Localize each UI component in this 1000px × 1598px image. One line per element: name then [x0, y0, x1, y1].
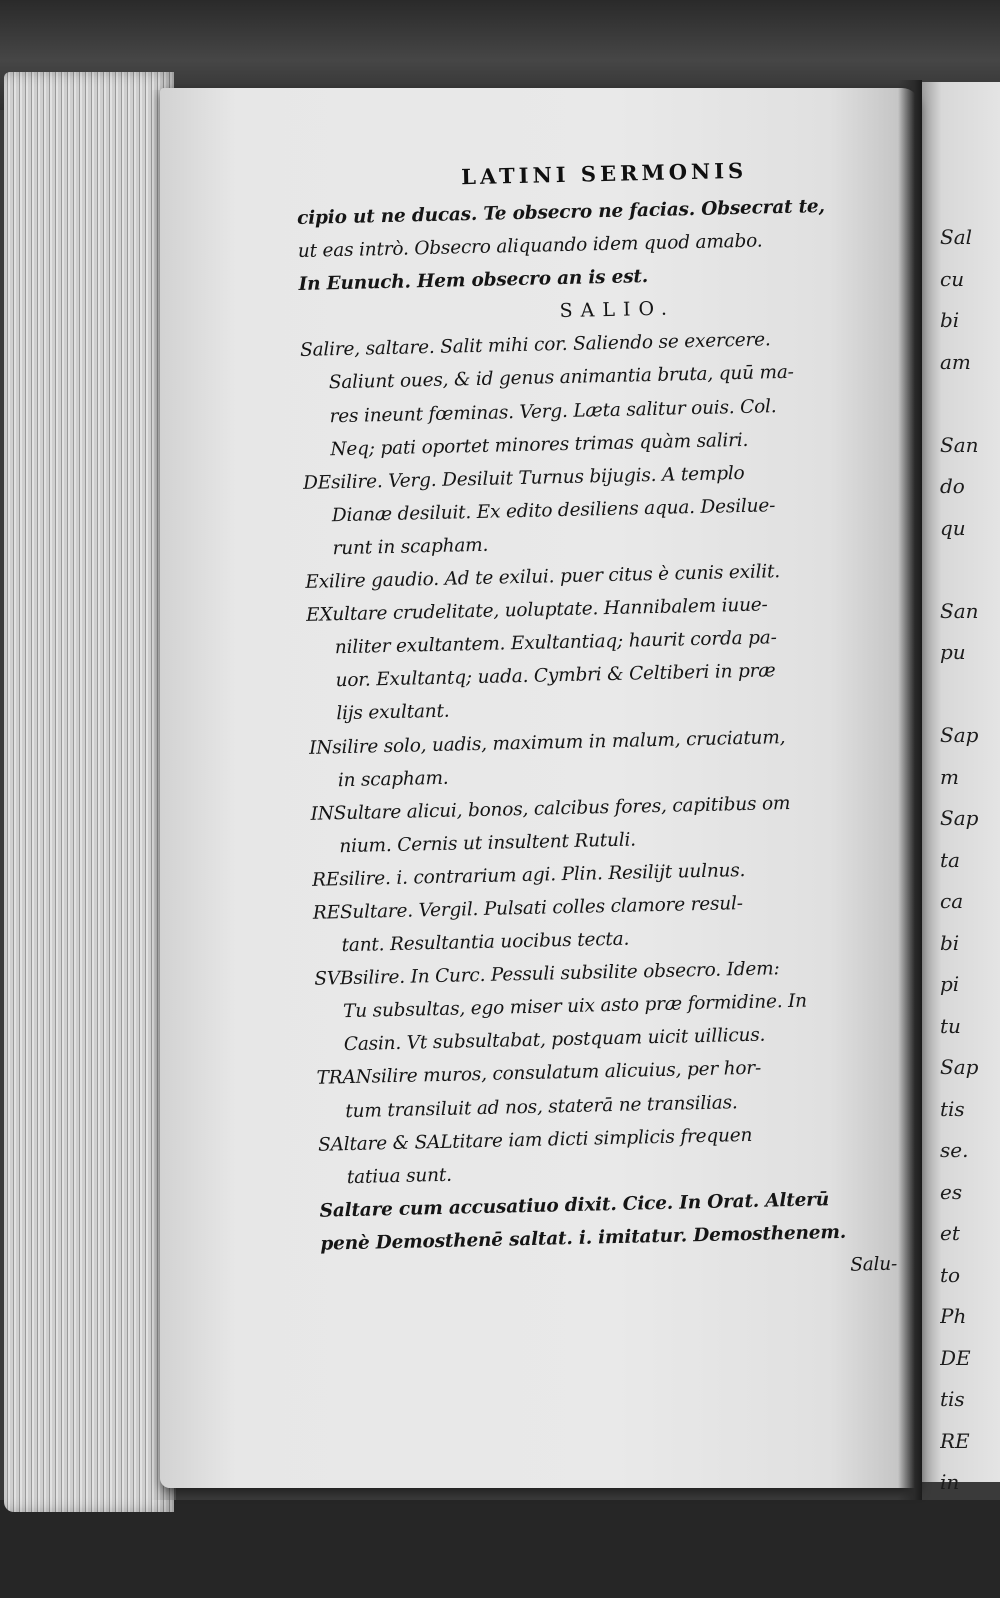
text-line: EXultare crudelitate, uoluptate. Hannibalem iuue-: [305, 594, 768, 627]
text-line: SAltare & SALtitare iam dicti simplicis frequen: [317, 1124, 753, 1156]
text-line: TRANsilire muros, consulatum alicuius, per hor-: [316, 1058, 762, 1090]
running-head: LATINI SERMONIS: [460, 157, 748, 190]
facing-text-fragment: bi: [940, 308, 960, 332]
text-line: DEsilire. Verg. Desiluit Turnus bijugis. A templo: [302, 462, 745, 494]
facing-text-fragment: in: [940, 1470, 960, 1494]
facing-text-fragment: pi: [940, 972, 960, 996]
text-line: Exilire gaudio. Ad te exilui. puer citus è cunis exilit.: [305, 561, 781, 593]
facing-text-fragment: DE: [940, 1345, 971, 1370]
book-page-edges: [4, 72, 174, 1512]
facing-text-fragment: tis: [940, 1387, 965, 1411]
facing-text-fragment: San: [940, 432, 979, 457]
facing-text-fragment: et: [940, 1221, 960, 1245]
facing-text-fragment: se.: [940, 1138, 969, 1162]
text-line: runt in scapham.: [332, 534, 489, 560]
facing-text-fragment: ta: [940, 847, 960, 872]
text-line: SVBsilire. In Curc. Pessuli subsilite obsecro. Idem:: [314, 958, 780, 990]
text-line: Saliunt oues, & id genus animantia bruta, quū ma-: [328, 362, 794, 394]
text-lines: [297, 189, 908, 1294]
background-bottom: [0, 1500, 1000, 1598]
text-line: lijs exultant.: [336, 701, 450, 725]
facing-text-fragment: tu: [940, 1013, 961, 1038]
text-line: niliter exultantem. Exultantiaq; haurit corda pa-: [334, 627, 777, 659]
text-line: cipio ut ne ducas. Te obsecro ne facias. Obsecrat te,: [296, 196, 825, 229]
facing-page-text: [940, 225, 1000, 1512]
text-line: Casin. Vt subsultabat, postquam uicit uillicus.: [343, 1024, 766, 1056]
text-line: in scapham.: [337, 767, 449, 791]
facing-text-fragment: RE: [940, 1428, 970, 1453]
facing-text-fragment: Sal: [940, 225, 973, 249]
text-line: Salire, saltare. Salit mihi cor. Saliendo se exercere.: [299, 329, 771, 362]
facing-text-fragment: [940, 391, 1000, 433]
facing-text-fragment: am: [940, 349, 971, 374]
text-line: Tu subsultas, ego miser uix asto præ formidine. In: [342, 990, 808, 1023]
facing-text-fragment: es: [940, 1179, 963, 1204]
text-line: Saltare cum accusatiuo dixit. Cice. In Orat. Alterū: [319, 1188, 830, 1222]
text-line: REsilire. i. contrarium agi. Plin. Resilijt uulnus.: [311, 859, 746, 891]
text-line: ut eas intrò. Obsecro aliquando idem quod amabo.: [297, 230, 763, 263]
facing-text-fragment: Sap: [940, 723, 979, 747]
text-line: Salu-: [850, 1253, 898, 1276]
facing-text-fragment: m: [940, 764, 959, 789]
facing-text-fragment: Sap: [940, 806, 979, 830]
book-gutter: [898, 80, 922, 1500]
text-line: penè Demosthenē saltat. i. imitatur. Demosthenem.: [320, 1221, 847, 1255]
text-line: In Eunuch. Hem obsecro an is est.: [298, 266, 649, 296]
text-line: INsilire solo, uadis, maximum in malum, cruciatum,: [308, 726, 786, 759]
facing-text-fragment: cu: [940, 266, 965, 291]
text-line: tatiua sunt.: [346, 1164, 453, 1188]
text-line: Dianæ desiluit. Ex edito desiliens aqua. Desilue-: [331, 495, 776, 527]
page-text-block: [296, 155, 907, 1294]
text-line: Neq; pati oportet minores trimas quàm saliri.: [330, 429, 749, 460]
facing-text-fragment: [940, 682, 1000, 724]
facing-text-fragment: San: [940, 598, 979, 623]
section-heading: SALIO.: [559, 297, 676, 323]
facing-text-fragment: pu: [940, 640, 966, 664]
facing-text-fragment: qu: [940, 515, 966, 540]
text-line: tum transiluit ad nos, staterā ne transilias.: [345, 1091, 738, 1122]
facing-text-fragment: tis: [940, 1096, 965, 1121]
facing-text-fragment: to: [940, 1262, 961, 1287]
text-line: uor. Exultantq; uada. Cymbri & Celtiberi in præ: [335, 660, 776, 692]
facing-text-fragment: do: [940, 474, 965, 498]
facing-text-fragment: Sap: [940, 1055, 979, 1079]
facing-text-fragment: [940, 557, 1000, 599]
facing-text-fragment: Ph: [940, 1304, 967, 1328]
text-line: nium. Cernis ut insultent Rutuli.: [339, 829, 637, 857]
text-line: tant. Resultantia uocibus tecta.: [341, 928, 630, 957]
facing-text-fragment: ca: [940, 889, 964, 913]
text-line: RESultare. Vergil. Pulsati colles clamore resul-: [312, 893, 744, 924]
text-line: INSultare alicui, bonos, calcibus fores, capitibus om: [310, 792, 791, 825]
text-line: res ineunt fœminas. Verg. Læta salitur ouis. Col.: [329, 395, 777, 427]
facing-text-fragment: bi: [940, 930, 960, 955]
